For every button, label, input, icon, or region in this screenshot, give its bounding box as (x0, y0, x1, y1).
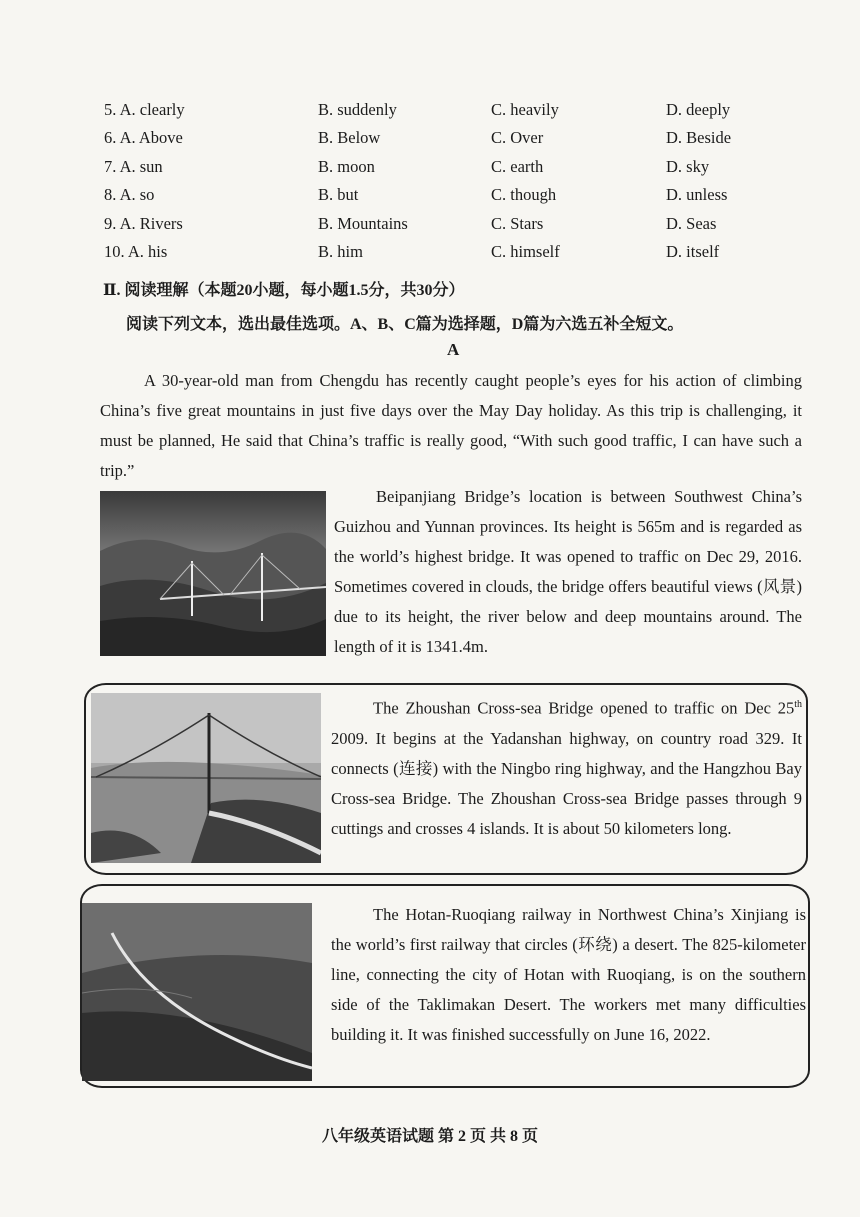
option-a: 7. A. sun (104, 157, 163, 176)
option-a: 9. A. Rivers (104, 214, 183, 233)
option-d: D. deeply (666, 100, 731, 119)
option-c: C. himself (491, 242, 560, 261)
option-b: B. Mountains (318, 214, 408, 233)
option-d: D. Beside (666, 128, 732, 147)
section-instruction: 阅读下列文本，选出最佳选项。A、B、C篇为选择题，D篇为六选五补全短文。 (126, 316, 684, 333)
option-row (0, 100, 860, 126)
option-c: C. Over (491, 128, 544, 147)
option-a: 5. A. clearly (104, 100, 185, 119)
option-b: B. Below (318, 128, 381, 147)
option-d: D. sky (666, 157, 710, 176)
railway-photo (82, 903, 312, 1081)
option-c: C. Stars (491, 214, 544, 233)
option-b: B. moon (318, 157, 375, 176)
option-row (0, 157, 860, 183)
option-row (0, 128, 860, 154)
option-d: D. unless (666, 185, 728, 204)
option-d: D. itself (666, 242, 720, 261)
railway-text: The Hotan-Ruoqiang railway in Northwest China’s Xinjiang is the world’s first railway that circles (环绕) a desert. The 825-kilometer line, connecting the city of Hotan with Ruoqiang, is on the southern side of the Taklimakan Desert. The workers met many difficulties building it. It was finished successfully on June 16, 2022. (331, 905, 806, 1044)
zhoushan-text: The Zhoushan Cross-sea Bridge opened to traffic on Dec 25th 2009. It begins at the Yadanshan highway, on country road 329. It connects (连接) with the Ningbo ring highway, and the Hangzhou Bay Cross-sea Bridge. The Zhoushan Cross-sea Bridge passes through 9 cuttings and crosses 4 islands. It is about 50 kilometers long. (331, 698, 802, 838)
option-c: C. heavily (491, 100, 559, 119)
beipanjiang-text: Beipanjiang Bridge’s location is between Southwest China’s Guizhou and Yunnan provinces. Its height is 565m and is regarded as the world’s highest bridge. It was opened to traffic on Dec 29, 2016. Sometimes covered in clouds, the bridge offers beautiful views (风景) due to its height, the river below and deep mountains around. The length of it is 1341.4m. (334, 487, 802, 656)
zhoushan-bridge-photo (91, 693, 321, 863)
beipanjiang-paragraph (334, 482, 802, 662)
beipanjiang-bridge-photo (100, 491, 326, 656)
option-a: 10. A. his (104, 242, 168, 261)
option-a: 6. A. Above (104, 128, 183, 147)
railway-paragraph (331, 900, 806, 1050)
option-a: 8. A. so (104, 185, 155, 204)
intro-paragraph (100, 366, 802, 486)
option-b: B. suddenly (318, 100, 397, 119)
zhoushan-paragraph (331, 690, 802, 844)
intro-text: A 30-year-old man from Chengdu has recently caught people’s eyes for his action of climbing China’s five great mountains in just five days over the May Day holiday. As this trip is challenging, it must be planned, He said that China’s traffic is really good, “With such good traffic, I can have such a trip.” (100, 371, 802, 480)
section-title: Ⅱ. 阅读理解（本题20小题，每小题1.5分，共30分） (103, 282, 465, 299)
option-row (0, 214, 860, 240)
option-row (0, 242, 860, 268)
option-b: B. him (318, 242, 363, 261)
option-row (0, 185, 860, 211)
option-d: D. Seas (666, 214, 717, 233)
option-c: C. earth (491, 157, 544, 176)
page-footer: 八年级英语试题 第 2 页 共 8 页 (321, 1128, 538, 1145)
option-c: C. though (491, 185, 557, 204)
option-b: B. but (318, 185, 359, 204)
passage-letter: A (447, 340, 460, 359)
